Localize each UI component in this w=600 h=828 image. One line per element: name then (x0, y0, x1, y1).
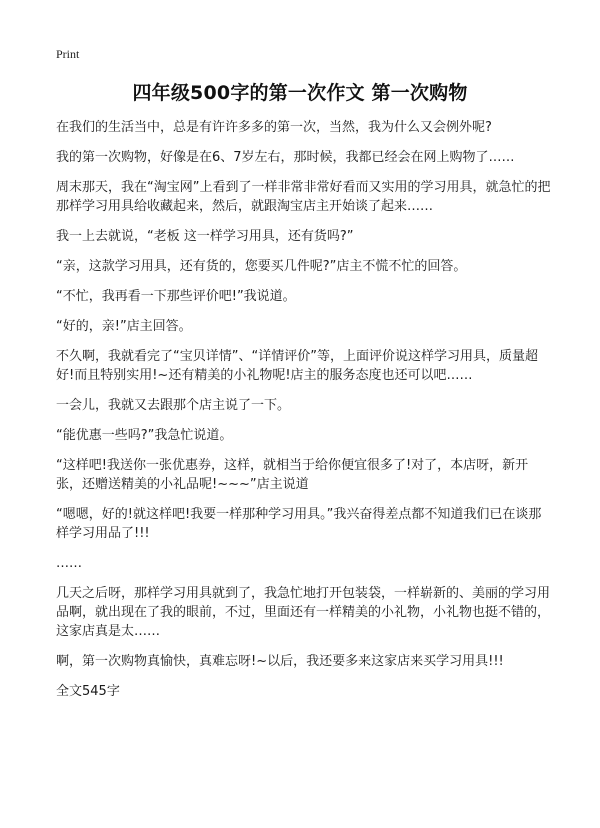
paragraph-10: “能优惠一些吗?”我急忙说道。 (56, 428, 233, 443)
paragraph-8: 不久啊，我就看完了“宝贝详情”、“详情评价”等，上面评价说这样学习用具，质量超好!而且特别实用!~还有精美的小礼物呢!店主的服务态度也还可以吧…… (56, 349, 538, 383)
paragraph-13: 几天之后呀，那样学习用具就到了，我急忙地打开包装袋，一样崭新的、美丽的学习用品啊，就出现在了我的眼前，不过，里面还有一样精美的小礼物，小礼物也挺不错的，这家店真是太…… (56, 586, 551, 639)
paragraph-6: “不忙，我再看一下那些评价吧!”我说道。 (56, 289, 296, 304)
article-body (56, 118, 552, 701)
print-link[interactable]: Print (56, 47, 80, 61)
paragraph-7: “好的，亲!”店主回答。 (56, 319, 192, 334)
paragraph-4: 我一上去就说，“老板 这一样学习用具，还有货吗?” (56, 229, 354, 244)
paragraph-12: “嗯嗯，好的!就这样吧!我要一样那种学习用具。”我兴奋得差点都不知道我们已在谈那样学习用品了!!! (56, 507, 542, 541)
paragraph-1: 在我们的生活当中，总是有许许多多的第一次，当然，我为什么又会例外呢? (56, 120, 492, 135)
paragraph-11: “这样吧!我送你一张优惠券，这样，就相当于给你便宜很多了!对了，本店呀，新开张，还赠送精美的小礼品呢!~~~”店主说道 (56, 458, 529, 492)
paragraph-9: 一会儿，我就又去跟那个店主说了一下。 (56, 398, 291, 413)
paragraph-2: 我的第一次购物，好像是在6、7岁左右，那时候，我都已经会在网上购物了…… (56, 150, 515, 165)
word-count: 全文545字 (56, 684, 120, 699)
ellipsis-separator: …… (56, 556, 82, 571)
paragraph-3: 周末那天，我在“淘宝网”上看到了一样非常非常好看而又实用的学习用具，就急忙的把那样学习用具给收藏起来，然后，就跟淘宝店主开始谈了起来…… (56, 180, 551, 214)
paragraph-14: 啊，第一次购物真愉快，真难忘呀!~以后，我还要多来这家店来买学习用具!!! (56, 654, 504, 669)
page-title: 四年级500字的第一次作文 第一次购物 (132, 82, 468, 104)
paragraph-5: “亲，这款学习用具，还有货的，您要买几件呢?”店主不慌不忙的回答。 (56, 259, 467, 274)
